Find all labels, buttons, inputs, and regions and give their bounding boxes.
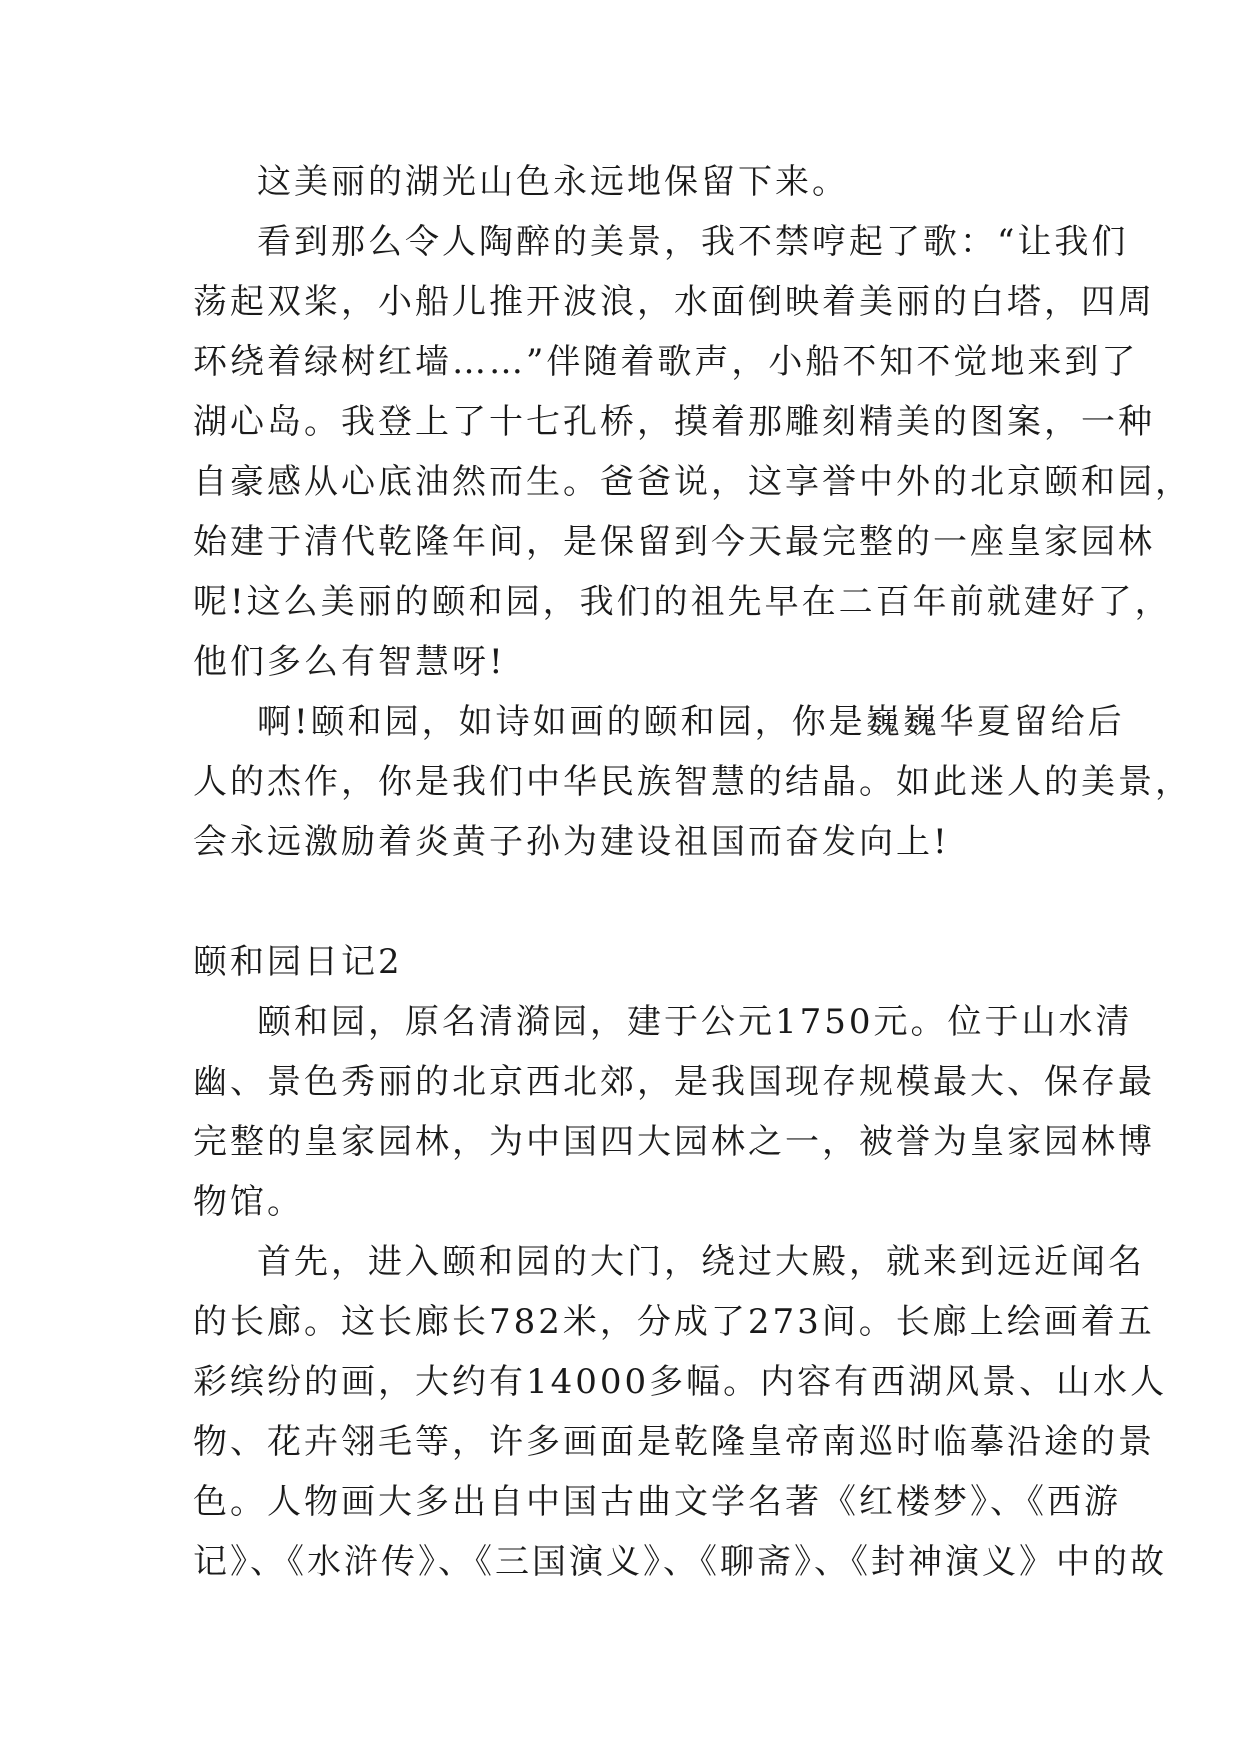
text-line: 湖心岛。我登上了十七孔桥，摸着那雕刻精美的图案，一种 <box>193 402 1155 442</box>
section-title: 颐和园日记2 <box>193 942 403 982</box>
text-line: 环绕着绿树红墙……”伴随着歌声，小船不知不觉地来到了 <box>193 342 1139 382</box>
text-line: 这美丽的湖光山色永远地保留下来。 <box>257 162 849 202</box>
text-line: 荡起双桨，小船儿推开波浪，水面倒映着美丽的白塔，四周 <box>193 282 1155 322</box>
paragraph-1 <box>193 152 1059 212</box>
text-line: 首先，进入颐和园的大门，绕过大殿，就来到远近闻名 <box>257 1242 1145 1282</box>
text-line: 始建于清代乾隆年间，是保留到今天最完整的一座皇家园林 <box>193 522 1155 562</box>
paragraph-3 <box>193 692 1192 872</box>
text-line: 会永远激励着炎黄子孙为建设祖国而奋发向上! <box>193 822 950 862</box>
text-line: 幽、景色秀丽的北京西北郊，是我国现存规模最大、保存最 <box>193 1062 1155 1102</box>
text-line: 物馆。 <box>193 1182 304 1222</box>
text-line: 物、花卉翎毛等，许多画面是乾隆皇帝南巡时临摹沿途的景 <box>193 1422 1155 1462</box>
text-line: 颐和园，原名清漪园，建于公元1750元。位于山水清 <box>257 1002 1133 1042</box>
text-line: 啊!颐和园，如诗如画的颐和园，你是巍巍华夏留给后 <box>257 702 1125 742</box>
section-2 <box>193 932 1168 1592</box>
text-line: 人的杰作，你是我们中华民族智慧的结晶。如此迷人的美景， <box>193 762 1192 802</box>
text-line: 彩缤纷的画，大约有14000多幅。内容有西湖风景、山水人 <box>193 1362 1168 1402</box>
document-page <box>193 152 1192 1592</box>
text-line: 他们多么有智慧呀! <box>193 642 506 682</box>
text-line: 呢!这么美丽的颐和园，我们的祖先早在二百年前就建好了， <box>193 582 1172 622</box>
paragraph-5 <box>193 1232 1168 1592</box>
section-1 <box>193 152 1192 872</box>
text-line: 的长廊。这长廊长782米，分成了273间。长廊上绘画着五 <box>193 1302 1155 1342</box>
text-line: 完整的皇家园林，为中国四大园林之一，被誉为皇家园林博 <box>193 1122 1155 1162</box>
text-line: 自豪感从心底油然而生。爸爸说，这享誉中外的北京颐和园， <box>193 462 1192 502</box>
section-spacer <box>193 872 1059 932</box>
paragraph-2 <box>193 212 1192 692</box>
text-line: 色。人物画大多出自中国古曲文学名著《红楼梦》、《西游 <box>193 1482 1121 1522</box>
text-line: 记》、《水浒传》、《三国演义》、《聊斋》、《封神演义》中的故 <box>193 1542 1167 1582</box>
text-line: 看到那么令人陶醉的美景，我不禁哼起了歌：“让我们 <box>257 222 1129 262</box>
paragraph-4 <box>193 992 1155 1232</box>
